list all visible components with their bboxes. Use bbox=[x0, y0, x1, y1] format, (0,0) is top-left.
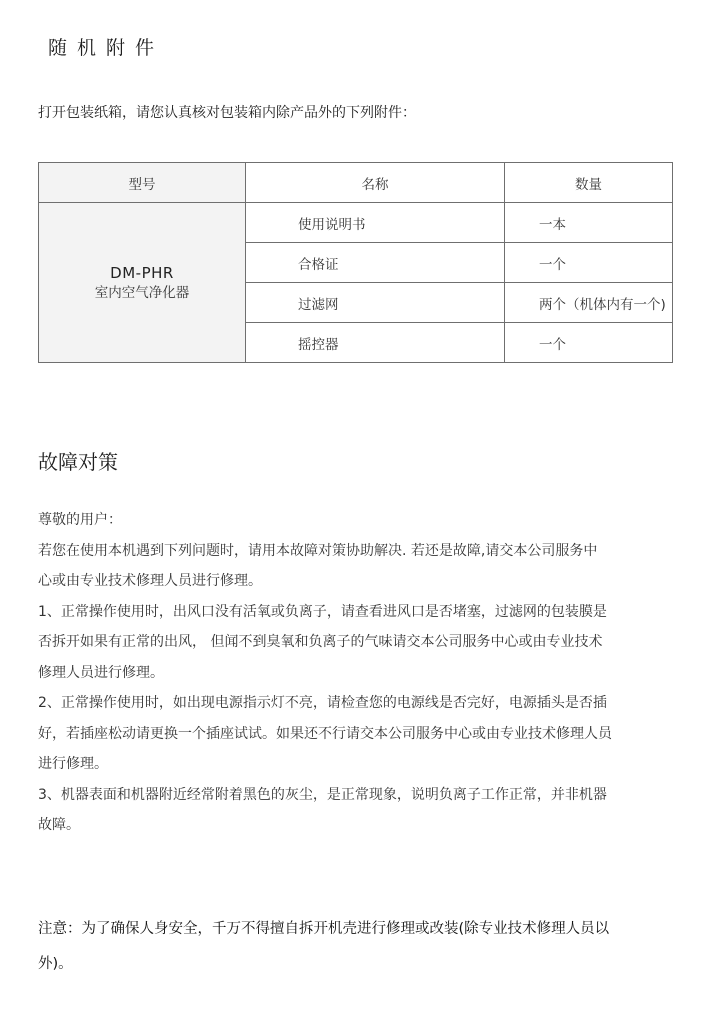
header-qty: 数量 bbox=[505, 163, 673, 203]
body-line: 心或由专业技术修理人员进行修理。 bbox=[38, 573, 262, 589]
body-line: 2、正常操作使用时，如出现电源指示灯不亮，请检查您的电源线是否完好，电源插头是否插 bbox=[38, 695, 607, 711]
item-name: 摇控器 bbox=[246, 323, 505, 363]
body-line: 否拆开如果有正常的出风， 但闻不到臭氧和负离子的气味请交本公司服务中心或由专业技术 bbox=[38, 634, 603, 650]
safety-note bbox=[38, 912, 688, 982]
model-code: DM-PHR bbox=[110, 263, 174, 282]
body-line: 若您在使用本机遇到下列问题时，请用本故障对策协助解决. 若还是故障,请交本公司服务中 bbox=[38, 542, 598, 559]
note-line: 外)。 bbox=[38, 956, 73, 972]
troubleshooting-body bbox=[38, 505, 688, 841]
item-name: 使用说明书 bbox=[246, 203, 505, 243]
body-line: 进行修理。 bbox=[38, 756, 108, 772]
model-name: 室内空气净化器 bbox=[94, 284, 190, 301]
item-qty: 一本 bbox=[505, 203, 673, 243]
accessories-table bbox=[38, 162, 673, 363]
item-name: 合格证 bbox=[246, 243, 505, 283]
body-line: 故障。 bbox=[38, 817, 80, 833]
header-name: 名称 bbox=[246, 163, 505, 203]
table-row bbox=[39, 203, 673, 243]
body-line: 好，若插座松动请更换一个插座试试。如果还不行请交本公司服务中心或由专业技术修理人员 bbox=[38, 725, 612, 742]
body-line: 3、机器表面和机器附近经常附着黑色的灰尘，是正常现象，说明负离子工作正常，并非机器 bbox=[38, 786, 607, 803]
troubleshooting-title: 故障对策 bbox=[38, 450, 118, 474]
model-cell bbox=[39, 203, 246, 363]
note-line: 注意：为了确保人身安全，千万不得擅自拆开机壳进行修理或改装(除专业技术修理人员以 bbox=[38, 921, 610, 937]
body-line: 修理人员进行修理。 bbox=[38, 664, 164, 681]
body-line: 尊敬的用户： bbox=[38, 512, 122, 528]
item-qty: 两个（机体内有一个) bbox=[505, 283, 673, 323]
item-qty: 一个 bbox=[505, 323, 673, 363]
header-model: 型号 bbox=[39, 163, 246, 203]
item-name: 过滤网 bbox=[246, 283, 505, 323]
body-line: 1、正常操作使用时，出风口没有活氧或负离子，请查看进风口是否堵塞，过滤网的包装膜是 bbox=[38, 603, 607, 620]
accessories-intro: 打开包装纸箱，请您认真核对包装箱内除产品外的下列附件： bbox=[38, 105, 416, 121]
table-header-row bbox=[39, 163, 673, 203]
accessories-title: 随机附件 bbox=[48, 37, 165, 59]
item-qty: 一个 bbox=[505, 243, 673, 283]
